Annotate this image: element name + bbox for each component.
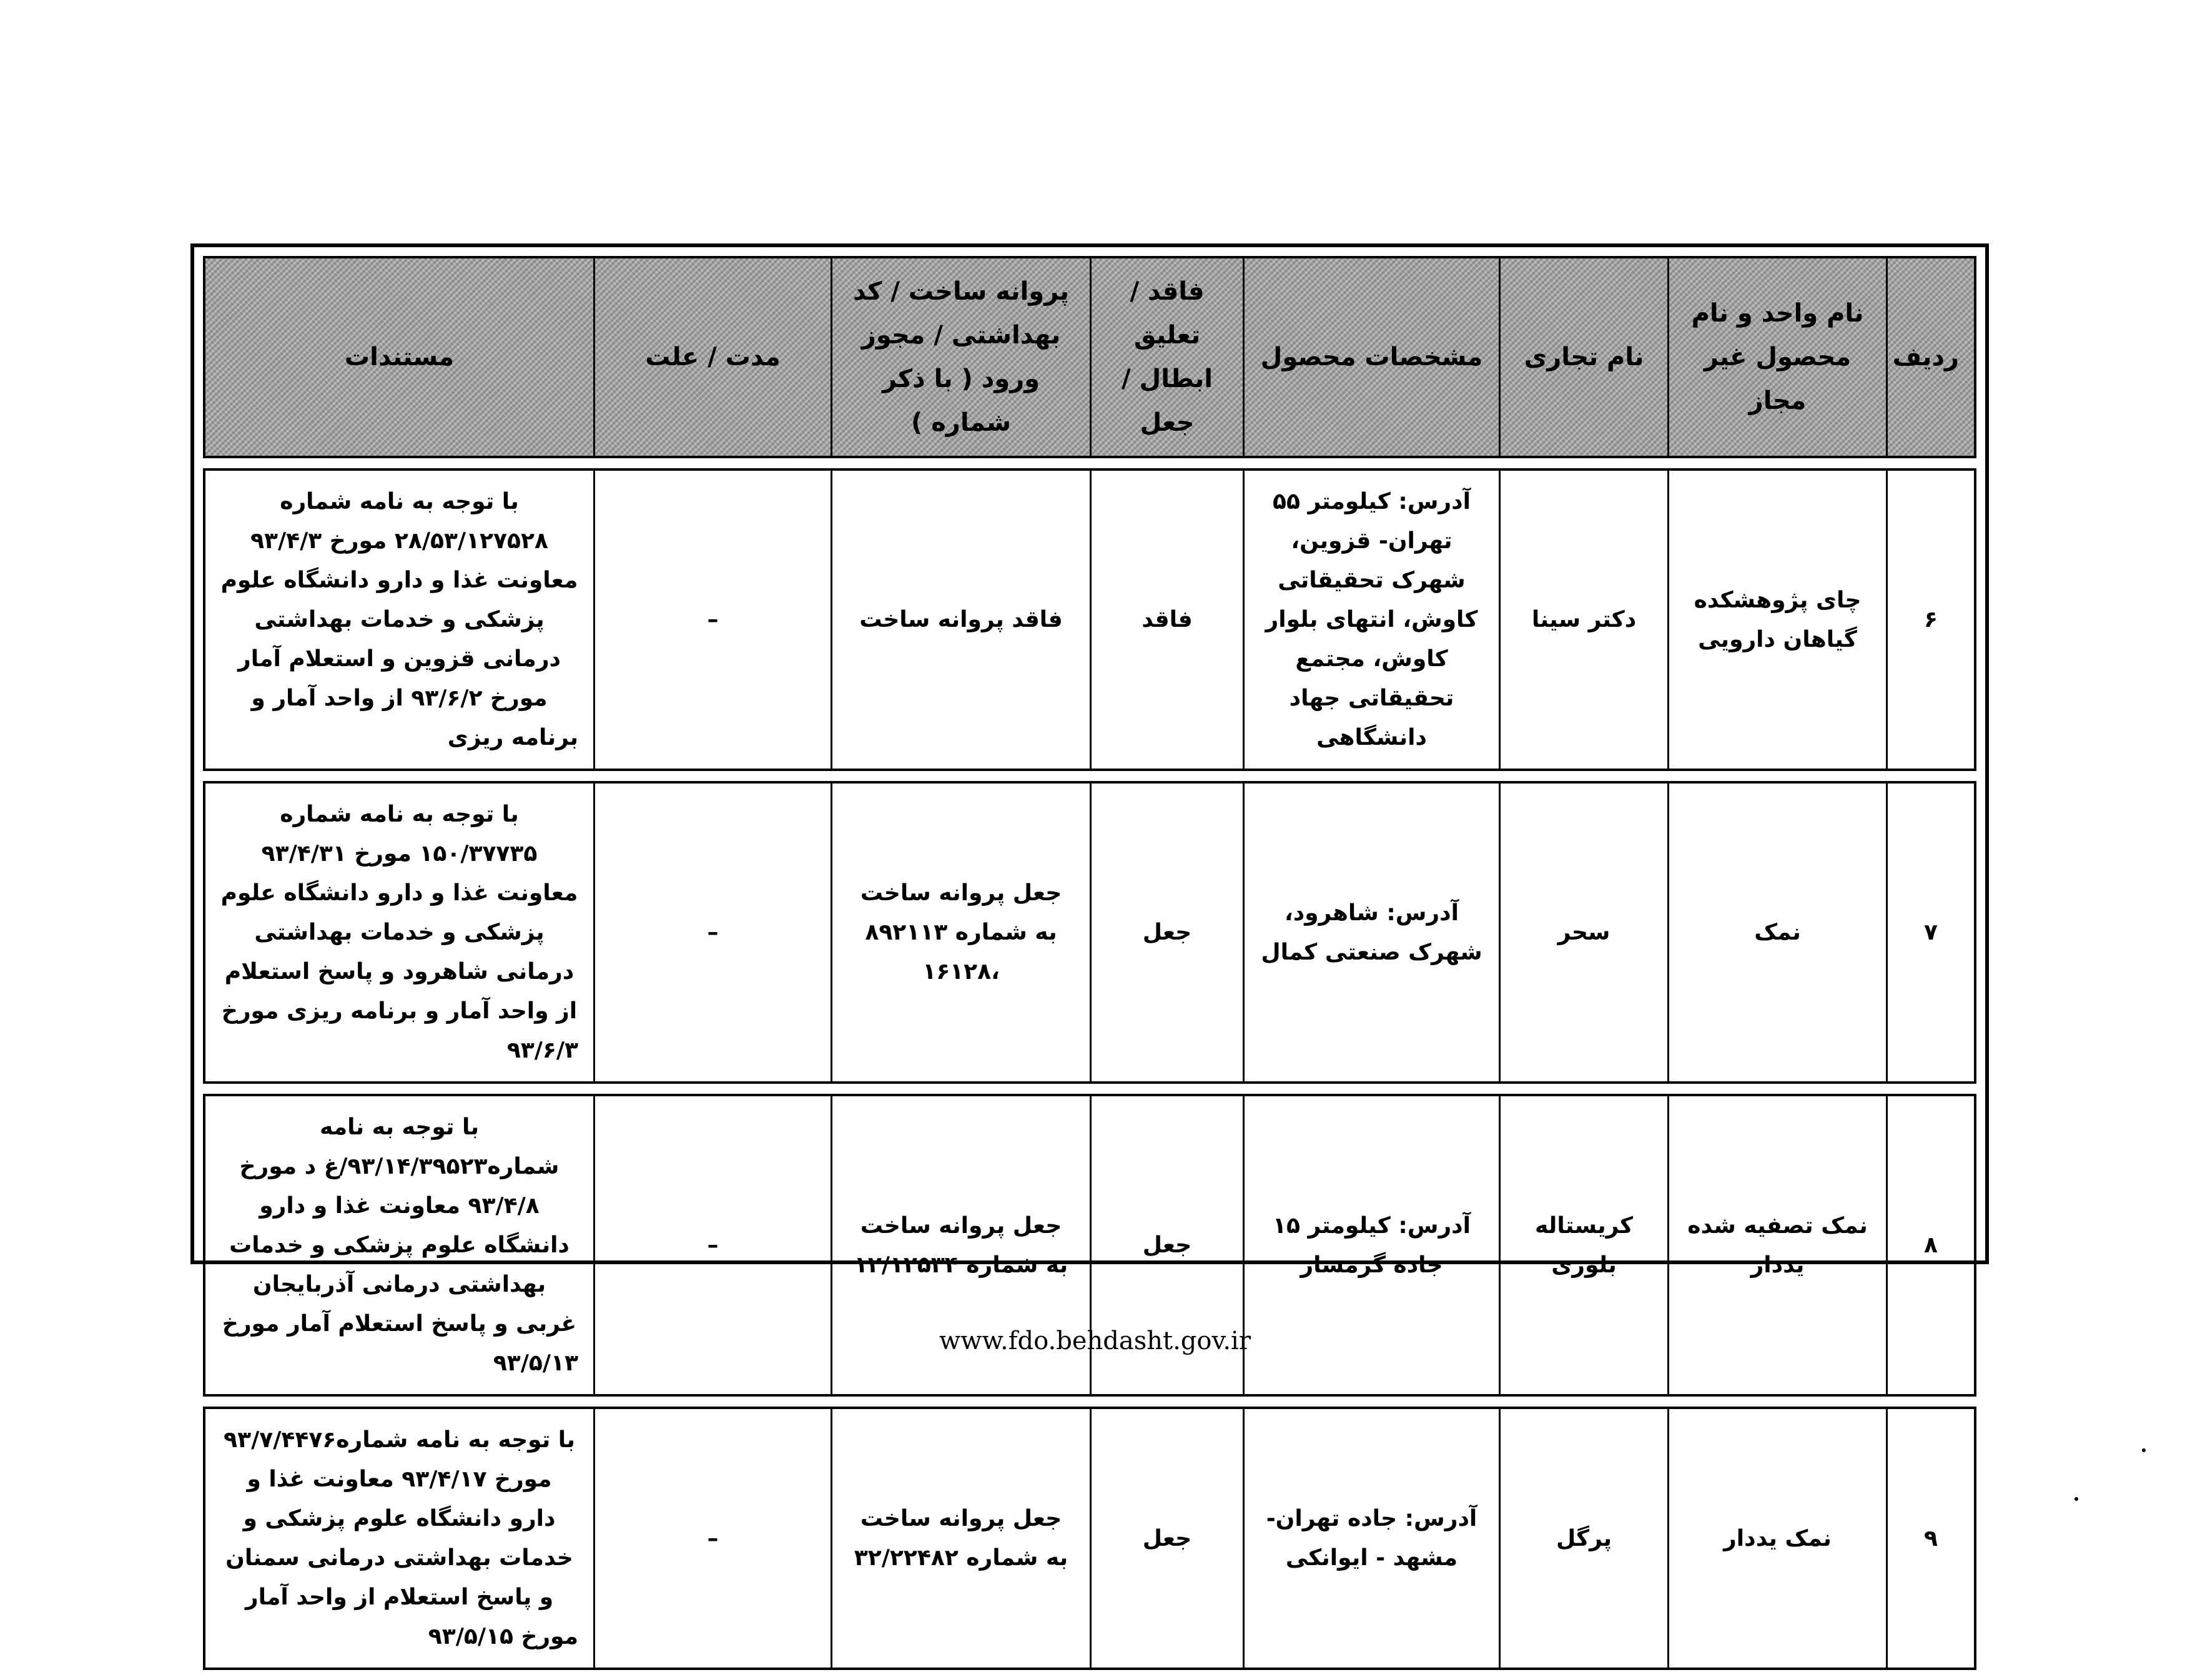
header-row — [203, 256, 1976, 458]
header-row-number: ردیف — [1886, 256, 1976, 458]
table-row — [203, 1407, 1976, 1670]
cell-row-number: ۷ — [1886, 781, 1976, 1084]
scan-speck — [2074, 1497, 2078, 1501]
cell-duration: – — [593, 781, 831, 1084]
cell-brand: دکتر سینا — [1499, 468, 1667, 771]
header-brand: نام تجاری — [1499, 256, 1667, 458]
cell-duration: – — [593, 468, 831, 771]
cell-specs: آدرس: کیلومتر ۵۵ تهران- قزوین، شهرک تحقیقاتی کاوش، انتهای بلوار کاوش، مجتمع تحقیقاتی جهاد دانشگاهی — [1243, 468, 1499, 771]
table-row — [203, 468, 1976, 771]
cell-docs: با توجه به نامه شماره ۱۵۰/۳۷۷۳۵ مورخ ۹۳/۴/۳۱ معاونت غذا و دارو دانشگاه علوم پزشکی و خدمات بهداشتی درمانی شاهرود و پاسخ استعلام از واحد آمار و برنامه ریزی مورخ ۹۳/۶/۳ — [203, 781, 593, 1084]
cell-docs: با توجه به نامه شماره۹۳/۷/۴۴۷۶ مورخ ۹۳/۴/۱۷ معاونت غذا و دارو دانشگاه علوم پزشکی و خدمات بهداشتی درمانی سمنان و پاسخ استعلام از واحد آمار مورخ ۹۳/۵/۱۵ — [203, 1407, 593, 1670]
cell-status: جعل — [1090, 1407, 1243, 1670]
cell-license: جعل پروانه ساخت به شماره ۱۲/۱۲۵۳۴ — [831, 1094, 1090, 1397]
footer-url: www.fdo.behdasht.gov.ir — [939, 1327, 1251, 1355]
cell-license: جعل پروانه ساخت به شماره ۸۹۲۱۱۳ ،۱۶۱۲۸ — [831, 781, 1090, 1084]
cell-docs: با توجه به نامه شماره ۲۸/۵۳/۱۲۷۵۲۸ مورخ ۹۳/۴/۳ معاونت غذا و دارو دانشگاه علوم پزشکی و خدمات بهداشتی درمانی قزوین و استعلام آمار مورخ ۹۳/۶/۲ از واحد آمار و برنامه ریزی — [203, 468, 593, 771]
header-unit-product: نام واحد و نام محصول غیر مجاز — [1667, 256, 1886, 458]
header-license: پروانه ساخت / کد بهداشتی / مجوز ورود ( با ذکر شماره ) — [831, 256, 1090, 458]
scan-speck — [2142, 1448, 2146, 1452]
cell-unit-product: نمک یددار — [1667, 1407, 1886, 1670]
cell-unit-product: نمک تصفیه شده یددار — [1667, 1094, 1886, 1397]
cell-docs: با توجه به نامه شماره۹۳/۱۴/۳۹۵۲۳/غ د مورخ ۹۳/۴/۸ معاونت غذا و دارو دانشگاه علوم پزشکی و خدمات بهداشتی درمانی آذربایجان غربی و پاسخ استعلام آمار مورخ ۹۳/۵/۱۳ — [203, 1094, 593, 1397]
table-body — [203, 468, 1976, 1670]
table-row — [203, 781, 1976, 1084]
banned-products-table — [203, 246, 1976, 1680]
cell-license: فاقد پروانه ساخت — [831, 468, 1090, 771]
cell-specs: آدرس: شاهرود، شهرک صنعتی کمال — [1243, 781, 1499, 1084]
cell-status: جعل — [1090, 1094, 1243, 1397]
cell-specs: آدرس: جاده تهران- مشهد - ایوانکی — [1243, 1407, 1499, 1670]
table-header — [203, 256, 1976, 458]
cell-brand: پرگل — [1499, 1407, 1667, 1670]
cell-brand: کریستاله بلوری — [1499, 1094, 1667, 1397]
cell-brand: سحر — [1499, 781, 1667, 1084]
cell-status: جعل — [1090, 781, 1243, 1084]
header-status: فاقد / تعلیق ابطال /جعل — [1090, 256, 1243, 458]
cell-license: جعل پروانه ساخت به شماره ۳۲/۲۲۴۸۲ — [831, 1407, 1090, 1670]
cell-duration: – — [593, 1094, 831, 1397]
cell-duration: – — [593, 1407, 831, 1670]
header-duration: مدت / علت — [593, 256, 831, 458]
cell-unit-product: نمک — [1667, 781, 1886, 1084]
cell-row-number: ۸ — [1886, 1094, 1976, 1397]
cell-row-number: ۶ — [1886, 468, 1976, 771]
header-docs: مستندات — [203, 256, 593, 458]
cell-unit-product: چای پژوهشکده گیاهان دارویی — [1667, 468, 1886, 771]
cell-specs: آدرس: کیلومتر ۱۵ جاده گرمسار — [1243, 1094, 1499, 1397]
cell-row-number: ۹ — [1886, 1407, 1976, 1670]
header-specs: مشخصات محصول — [1243, 256, 1499, 458]
cell-status: فاقد — [1090, 468, 1243, 771]
